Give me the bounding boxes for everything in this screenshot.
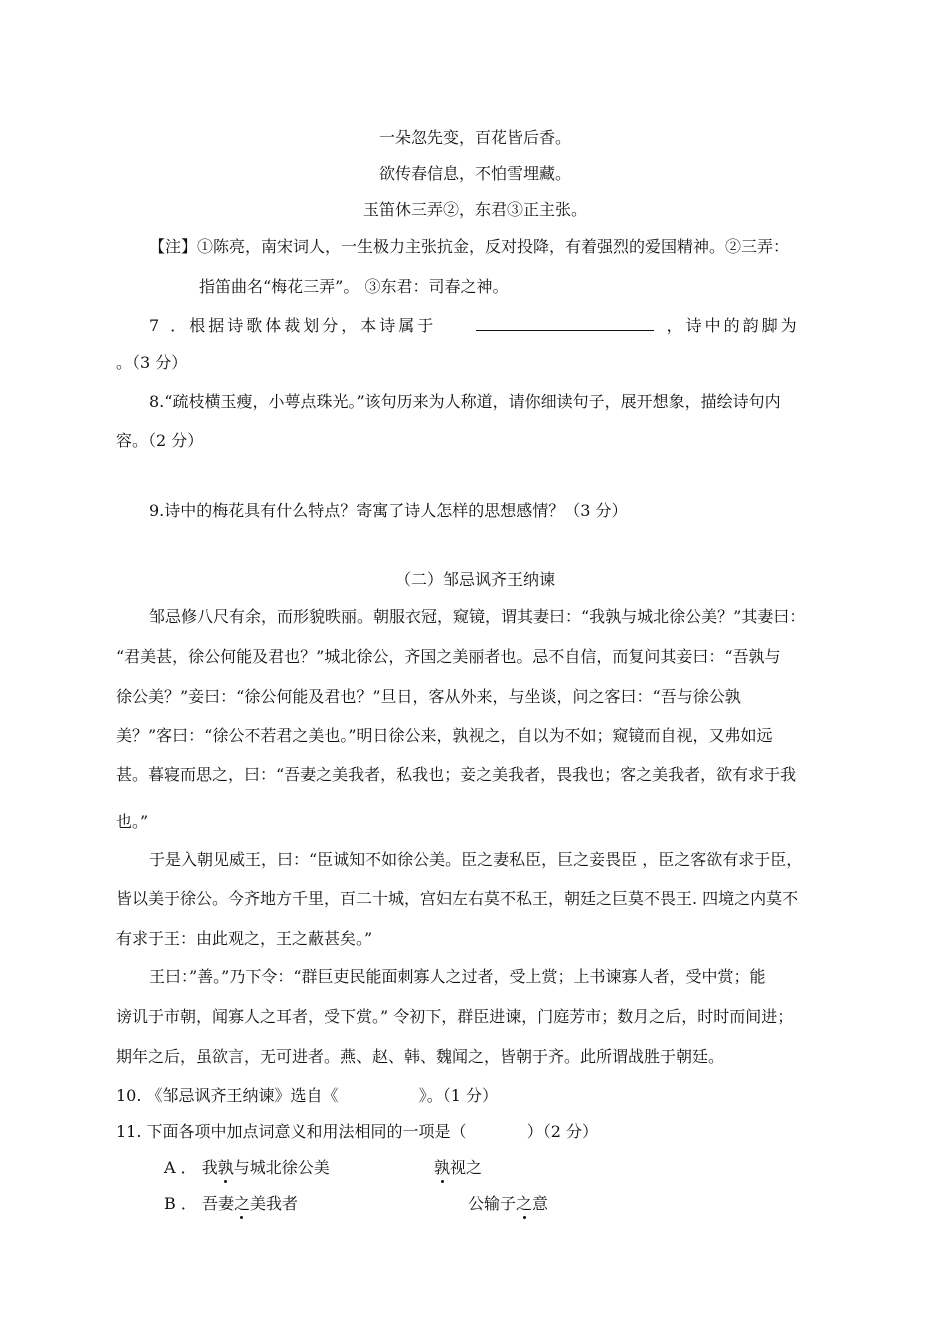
option-b-phrase-1-post: 美我者: [249, 1194, 298, 1213]
option-b: [164, 1193, 298, 1215]
option-b-phrase-2-post: 意: [532, 1194, 549, 1213]
question-11-text-a: 11. 下面各项中加点词意义和用法相同的一项是（: [116, 1122, 467, 1141]
passage-line: 王曰：”善。”乃下令：“群巨吏民能面刺寡人之过者，受上赏；上书谏寡人者，受中赏；能: [149, 967, 766, 986]
option-b-label: B ．: [164, 1194, 197, 1213]
passage-line: 邹忌修八尺有余，而形貌昳丽。朝服衣冠，窥镜，谓其妻曰：“我孰与城北徐公美？”其妻曰：: [149, 607, 806, 626]
poem-line-1: 一朵忽先变，百花皆后香。: [378, 128, 571, 147]
question-11-text-b: ）（2 分）: [526, 1122, 599, 1141]
question-10: [116, 1085, 498, 1107]
question-7-continuation: 。（3 分）: [116, 353, 188, 372]
dotted-char: 之: [233, 1194, 250, 1213]
dotted-char: 之: [516, 1194, 533, 1213]
question-10-text-b: 》。（1 分）: [418, 1086, 499, 1105]
option-a-phrase-2-post: 视之: [450, 1158, 483, 1177]
answer-blank-q7[interactable]: [476, 314, 654, 331]
question-10-text-a: 10. 《邹忌讽齐王纳谏》选自《: [116, 1086, 339, 1105]
option-a-phrase-1-pre: 我: [201, 1158, 218, 1177]
option-b-phrase-2: [468, 1193, 548, 1215]
question-9: 9.诗中的梅花具有什么特点？寄寓了诗人怎样的思想感情？（3 分）: [149, 501, 628, 520]
dotted-char: 孰: [217, 1158, 234, 1177]
dotted-char: 孰: [434, 1158, 451, 1177]
question-7-text-b: ，诗中的韵脚为: [666, 316, 800, 335]
passage-line: 于是入朝见威王，曰：“臣诚知不如徐公美。臣之妻私臣，巨之妾畏臣 ，臣之客欲有求于臣，: [149, 850, 803, 869]
section-title: （二）邹忌讽齐王纳谏: [394, 570, 555, 589]
passage-line: “君美甚，徐公何能及君也？”城北徐公，齐国之美丽者也。忌不自信，而复问其妾曰：“吾孰与: [116, 647, 781, 666]
option-a-phrase-1-post: 与城北徐公美: [233, 1158, 330, 1177]
note-line-1: 【注】①陈亮，南宋词人，一生极力主张抗金，反对投降，有着强烈的爱国精神。②三弄：: [149, 237, 790, 256]
passage-line: 皆以美于徐公。今齐地方千里，百二十城，宫妇左右莫不私王，朝廷之巨莫不畏王. 四境之内莫不: [116, 889, 799, 908]
question-8-line-1: 8.“疏枝横玉瘦，小萼点珠光。”该句历来为人称道，请你细读句子，展开想象，描绘诗句内: [149, 392, 781, 411]
passage-line: 期年之后，虽欲言，无可进者。燕、赵、韩、魏闻之，皆朝于齐。此所谓战胜于朝廷。: [116, 1047, 725, 1066]
question-7-text-a: 7 ．根据诗歌体裁划分，本诗属于: [149, 316, 437, 335]
passage-line: 谤讥于市朝，闻寡人之耳者，受下赏。” 令初下，群臣进谏，门庭芳市；数月之后，时时而间进；: [116, 1007, 794, 1026]
passage-line: 徐公美？”妾曰：“徐公何能及君也？”旦日，客从外来，与坐谈，问之客曰：“吾与徐公孰: [116, 687, 741, 706]
option-a-label: A ．: [164, 1158, 197, 1177]
question-7: [149, 314, 800, 337]
poem-line-3: 玉笛休三弄②，东君③正主张。: [362, 200, 587, 219]
passage-line: 甚。暮寝而思之，曰：“吾妻之美我者，私我也；妾之美我者，畏我也；客之美我者，欲有求于我: [116, 765, 797, 784]
passage-line: 有求于王：由此观之，王之蔽甚矣。”: [116, 929, 373, 948]
passage-line: 美？”客曰：“徐公不若君之美也。”明日徐公来，孰视之，自以为不如；窥镜而自视，又弗如远: [116, 726, 773, 745]
option-a: [164, 1157, 330, 1179]
passage-line: 也。”: [116, 812, 149, 831]
poem-line-2: 欲传春信息，不怕雪埋藏。: [378, 164, 571, 183]
question-11: [116, 1121, 598, 1143]
question-8-line-2: 容。（2 分）: [116, 431, 204, 450]
note-line-2: 指笛曲名“梅花三弄”。 ③东君：司春之神。: [199, 277, 509, 296]
option-b-phrase-2-pre: 公输子: [468, 1194, 517, 1213]
option-b-phrase-1-pre: 吾妻: [201, 1194, 234, 1213]
option-a-phrase-2: [434, 1157, 482, 1179]
